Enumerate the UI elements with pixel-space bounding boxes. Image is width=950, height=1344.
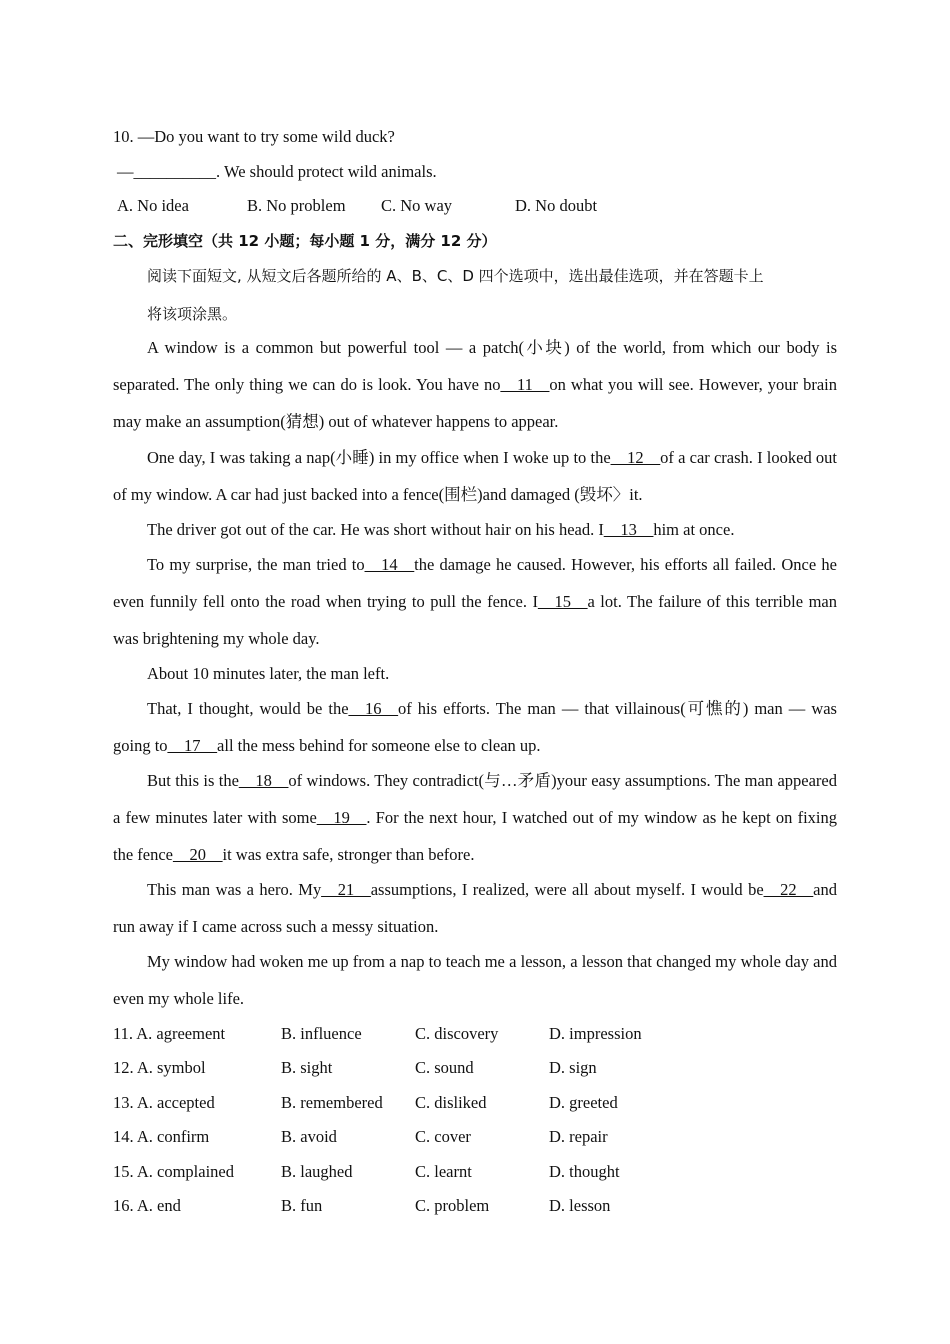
option-16-a[interactable]: 16. A. end: [113, 1196, 181, 1215]
option-16-c[interactable]: C. problem: [415, 1196, 490, 1215]
blank-16: __16__: [348, 699, 399, 718]
option-11-c[interactable]: C. discovery: [415, 1024, 499, 1043]
option-16-d[interactable]: D. lesson: [549, 1196, 611, 1215]
section-heading: 二、完形填空（共 12 小题；每小题 1 分，满分 12 分）: [113, 232, 497, 250]
option-14-b[interactable]: B. avoid: [281, 1127, 337, 1146]
q10-option-d[interactable]: D. No doubt: [515, 196, 598, 215]
passage-paragraph-3: The driver got out of the car. He was short without hair on his head. I__13__him at once.: [147, 520, 735, 539]
instruction-line-1: 阅读下面短文, 从短文后各题所给的 A、B、C、D 四个选项中，选出最佳选项，并在答题卡上: [147, 267, 764, 285]
option-14-a[interactable]: 14. A. confirm: [113, 1127, 210, 1146]
passage-paragraph-7: But this is the__18__of windows. They contradict(与…矛盾)your easy assumptions. The man appeared a few minutes later with some__19__. For the next hour, I watched out of my window as he kept on fixing the fence__20__it was extra safe, stronger than before.: [113, 771, 837, 864]
option-15-d[interactable]: D. thought: [549, 1162, 620, 1181]
blank-21: __21__: [321, 880, 371, 899]
q10-reply: —__________. We should protect wild animals.: [117, 162, 437, 181]
option-16-b[interactable]: B. fun: [281, 1196, 323, 1215]
option-12-d[interactable]: D. sign: [549, 1058, 597, 1077]
q10-question: 10. —Do you want to try some wild duck?: [113, 127, 395, 146]
blank-17: __17__: [167, 736, 218, 755]
option-13-b[interactable]: B. remembered: [281, 1093, 383, 1112]
blank-18: __18__: [238, 771, 289, 790]
passage-paragraph-4: To my surprise, the man tried to__14__the damage he caused. However, his efforts all failed. Once he even funnily fell onto the road when trying to pull the fence. I__15__a lot. The failure of this terrible man was brightening my whole day.: [113, 555, 837, 648]
blank-12: __12__: [610, 448, 661, 467]
option-13-d[interactable]: D. greeted: [549, 1093, 618, 1112]
blank-20: __20__: [173, 845, 223, 864]
option-12-c[interactable]: C. sound: [415, 1058, 474, 1077]
option-15-c[interactable]: C. learnt: [415, 1162, 472, 1181]
passage-paragraph-9: My window had woken me up from a nap to teach me a lesson, a lesson that changed my whole day and even my whole life.: [113, 952, 837, 1008]
option-15-a[interactable]: 15. A. complained: [113, 1162, 234, 1181]
instruction-line-2: 将该项涂黑。: [147, 305, 238, 323]
option-14-d[interactable]: D. repair: [549, 1127, 608, 1146]
q10-option-a[interactable]: A. No idea: [117, 196, 189, 215]
passage-paragraph-2: One day, I was taking a nap(小睡) in my office when I woke up to the__12__of a car crash. I looked out of my window. A car had just backed into a fence(围栏)and damaged (毁坏〉it.: [113, 448, 837, 504]
passage-paragraph-1: A window is a common but powerful tool — a patch(小块) of the world, from which our body is separated. The only thing we can do is look. You have no__11__on what you will see. However, your brain may make an assumption(猜想) out of whatever happens to appear.: [113, 338, 837, 431]
option-11-d[interactable]: D. impression: [549, 1024, 642, 1043]
option-11-b[interactable]: B. influence: [281, 1024, 362, 1043]
blank-15: __15__: [537, 592, 588, 611]
blank-13: __13__: [603, 520, 654, 539]
q10-option-b[interactable]: B. No problem: [247, 196, 346, 215]
option-12-a[interactable]: 12. A. symbol: [113, 1058, 206, 1077]
option-15-b[interactable]: B. laughed: [281, 1162, 353, 1181]
passage-paragraph-5: About 10 minutes later, the man left.: [147, 664, 390, 683]
option-12-b[interactable]: B. sight: [281, 1058, 333, 1077]
option-13-c[interactable]: C. disliked: [415, 1093, 487, 1112]
option-11-a[interactable]: 11. A. agreement: [113, 1024, 226, 1043]
blank-14: __14__: [364, 555, 415, 574]
blank-11: __11__: [500, 375, 550, 394]
blank-19: __19__: [316, 808, 367, 827]
option-14-c[interactable]: C. cover: [415, 1127, 471, 1146]
passage-paragraph-8: This man was a hero. My__21__assumptions, I realized, were all about myself. I would be__22__and run away if I came across such a messy situation.: [113, 880, 837, 936]
blank-22: __22__: [763, 880, 814, 899]
option-13-a[interactable]: 13. A. accepted: [113, 1093, 215, 1112]
passage-paragraph-6: That, I thought, would be the__16__of his efforts. The man — that villainous(可憔的) man — was going to__17__all the mess behind for someone else to clean up.: [113, 699, 837, 755]
q10-option-c[interactable]: C. No way: [381, 196, 453, 215]
